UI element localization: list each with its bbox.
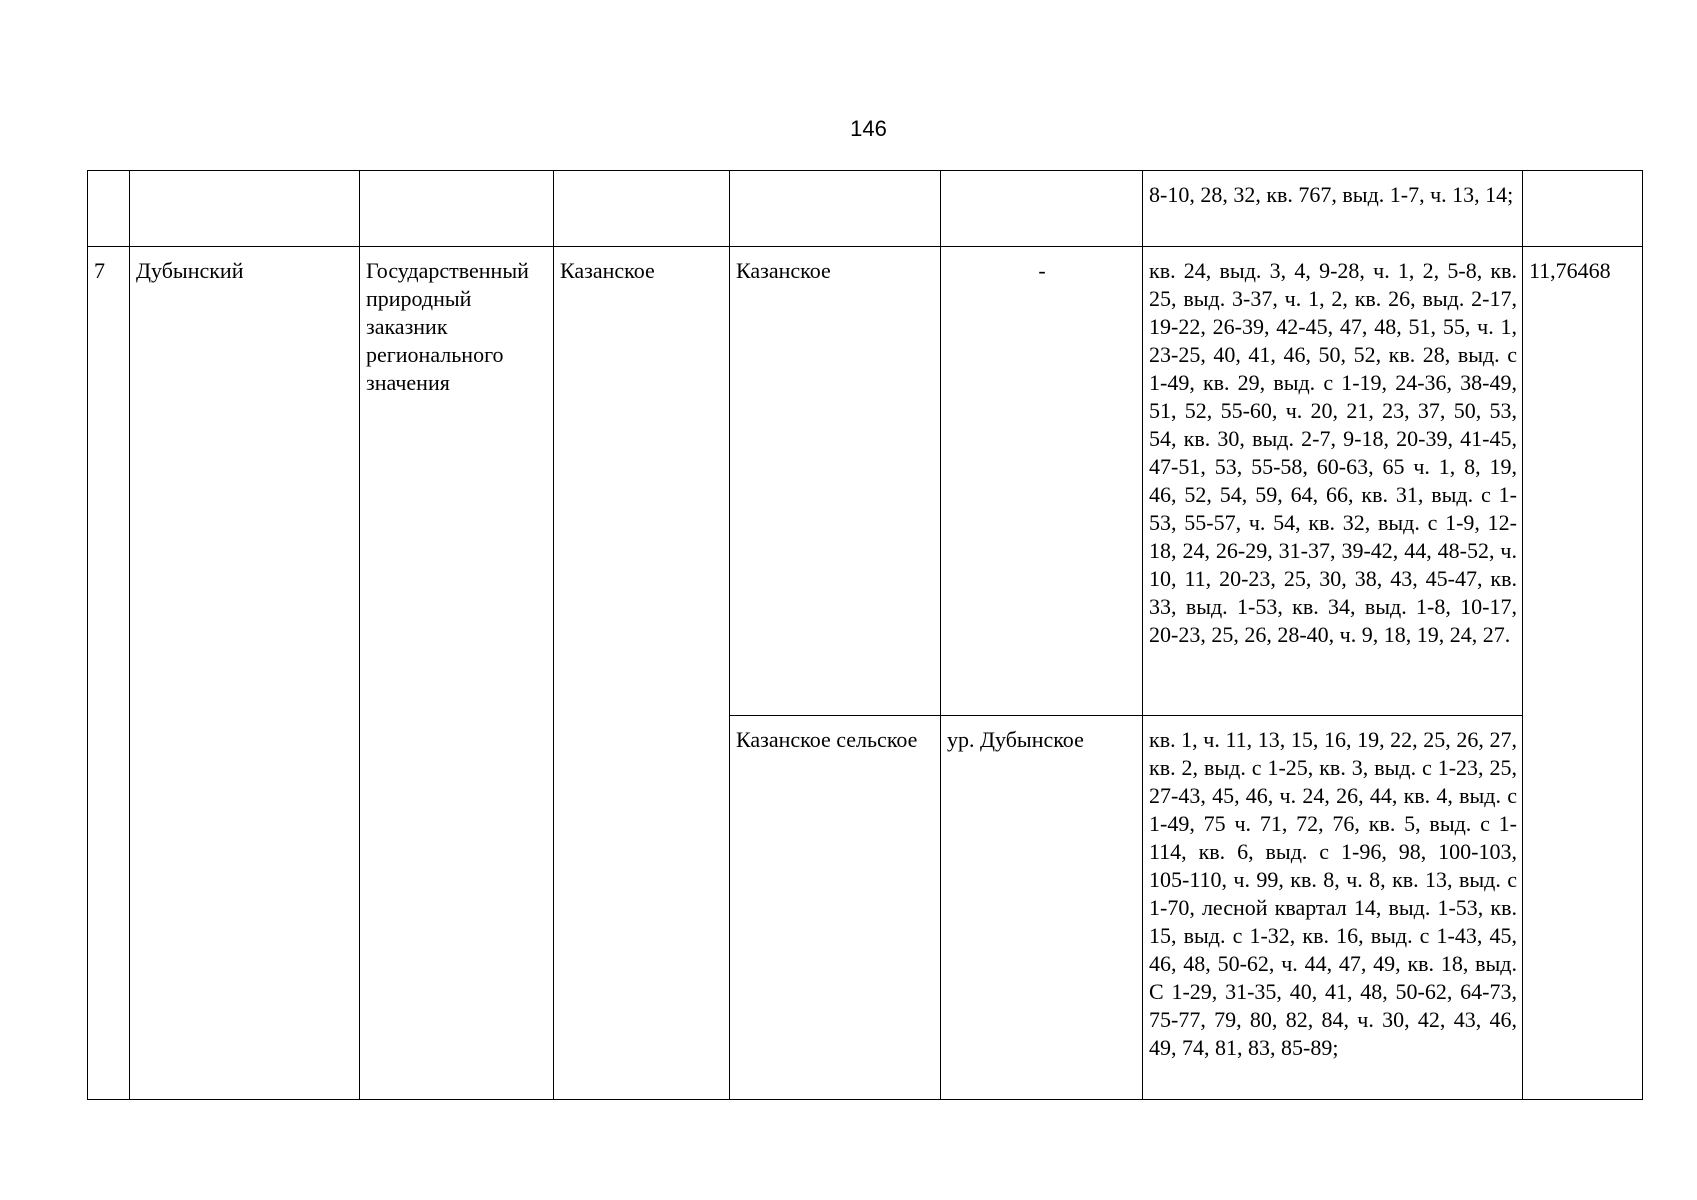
cell-category	[360, 171, 554, 247]
cell-district-forestry	[730, 171, 941, 247]
cell-tract: -	[941, 247, 1143, 716]
cell-tract	[941, 171, 1143, 247]
cell-location: 8-10, 28, 32, кв. 767, выд. 1-7, ч. 13, 14;	[1143, 171, 1523, 247]
protected-areas-table	[87, 170, 1643, 1100]
cell-name	[130, 171, 360, 247]
cell-name: Дубынский	[130, 247, 360, 1100]
cell-tract: ур. Дубынское	[941, 716, 1143, 1100]
cell-forestry: Казанское	[554, 247, 730, 1100]
cell-location: кв. 24, выд. 3, 4, 9-28, ч. 1, 2, 5-8, кв. 25, выд. 3-37, ч. 1, 2, кв. 26, выд. 2-17, 19-22, 26-39, 42-45, 47, 48, 51, 55, ч. 1, 23-25, 40, 41, 46, 50, 52, кв. 28, выд. с 1-49, кв. 29, выд. с 1-19, 24-36, 38-49, 51, 52, 55-60, ч. 20, 21, 23, 37, 50, 53, 54, кв. 30, выд. 2-7, 9-18, 20-39, 41-45, 47-51, 53, 55-58, 60-63, 65 ч. 1, 8, 19, 46, 52, 54, 59, 64, 66, кв. 31, выд. с 1-53, 55-57, ч. 54, кв. 32, выд. с 1-9, 12-18, 24, 26-29, 31-37, 39-42, 44, 48-52, ч. 10, 11, 20-23, 25, 30, 38, 43, 45-47, кв. 33, выд. 1-53, кв. 34, выд. 1-8, 10-17, 20-23, 25, 26, 28-40, ч. 9, 18, 19, 24, 27.	[1143, 247, 1523, 716]
cell-area: 11,76468	[1523, 247, 1643, 1100]
cell-forestry	[554, 171, 730, 247]
cell-number	[88, 171, 130, 247]
cell-number: 7	[88, 247, 130, 1100]
cell-area	[1523, 171, 1643, 247]
page-number: 146	[850, 116, 887, 141]
table-row	[88, 247, 1643, 716]
cell-district-forestry: Казанское	[730, 247, 941, 716]
cell-district-forestry: Казанское сельское	[730, 716, 941, 1100]
table-row	[88, 171, 1643, 247]
cell-category: Государственный природный заказник регионального значения	[360, 247, 554, 1100]
cell-location: кв. 1, ч. 11, 13, 15, 16, 19, 22, 25, 26, 27, кв. 2, выд. с 1-25, кв. 3, выд. с 1-23, 25, 27-43, 45, 46, ч. 24, 26, 44, кв. 4, выд. с 1-49, 75 ч. 71, 72, 76, кв. 5, выд. с 1-114, кв. 6, выд. с 1-96, 98, 100-103, 105-110, ч. 99, кв. 8, ч. 8, кв. 13, выд. с 1-70, лесной квартал 14, выд. 1-53, кв. 15, выд. с 1-32, кв. 16, выд. с 1-43, 45, 46, 48, 50-62, ч. 44, 47, 49, кв. 18, выд. С 1-29, 31-35, 40, 41, 48, 50-62, 64-73, 75-77, 79, 80, 82, 84, ч. 30, 42, 43, 46, 49, 74, 81, 83, 85-89;	[1143, 716, 1523, 1100]
